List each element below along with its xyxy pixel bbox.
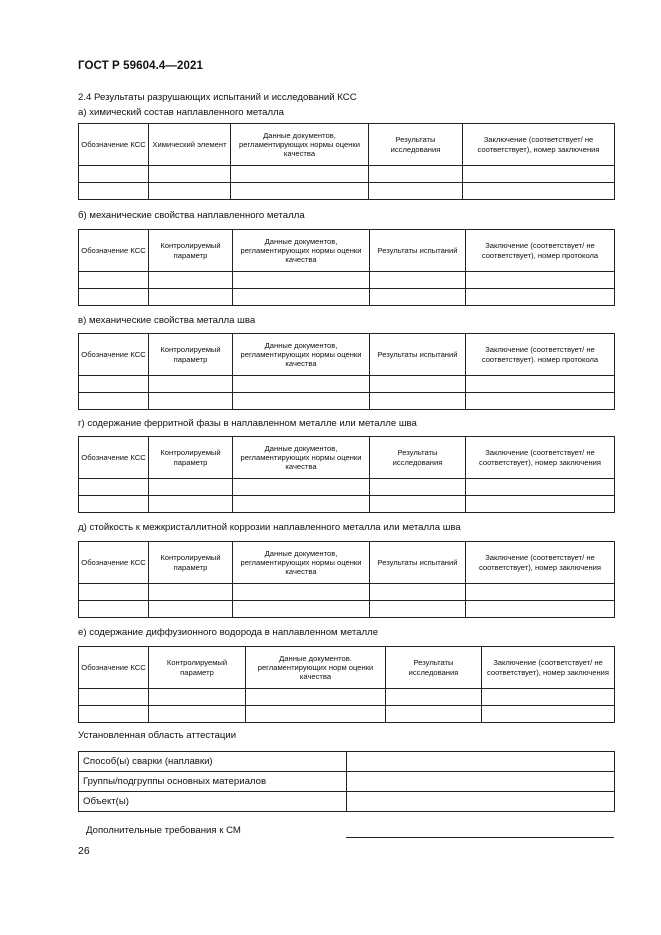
- table-row: [79, 393, 615, 410]
- table-a: [78, 123, 615, 200]
- table-cell: [233, 393, 370, 410]
- scope-row-value: [347, 792, 615, 812]
- table-cell: [233, 376, 370, 393]
- column-header: Контролируемый параметр: [149, 230, 233, 272]
- table-cell: [149, 689, 246, 706]
- table-cell: [482, 689, 615, 706]
- table-cell: [370, 584, 466, 601]
- page-number: 26: [78, 845, 90, 857]
- table-cell: [369, 166, 463, 183]
- table-a-title: а) химический состав наплавленного металла: [78, 107, 284, 118]
- table-d-title: г) содержание ферритной фазы в наплавленном металле или металле шва: [78, 418, 417, 429]
- column-header: Обозначение КСС: [79, 437, 149, 479]
- column-header: Данные документов, регламентирующих нормы оценки качества: [231, 124, 369, 166]
- column-header: Данные документов, регламентирующих нормы оценки качества: [233, 437, 370, 479]
- column-header: Результаты исследования: [386, 647, 482, 689]
- table-cell: [466, 272, 615, 289]
- table-row: [79, 601, 615, 618]
- column-header: Заключение (соответствует/ не соответствует), номер заключения: [466, 437, 615, 479]
- table-cell: [79, 166, 149, 183]
- column-header: Обозначение КСС: [79, 542, 149, 584]
- table-cell: [246, 706, 386, 723]
- table-row: [79, 706, 615, 723]
- table-c-title: в) механические свойства металла шва: [78, 315, 256, 326]
- table-cell: [79, 183, 149, 200]
- table-row: [79, 183, 615, 200]
- table-b: [78, 229, 615, 306]
- table-cell: [233, 496, 370, 513]
- table-cell: [466, 376, 615, 393]
- table-cell: [79, 376, 149, 393]
- column-header: Обозначение КСС: [79, 230, 149, 272]
- table-cell: [466, 393, 615, 410]
- table-row: [79, 272, 615, 289]
- table-cell: [482, 706, 615, 723]
- column-header: Контролируемый параметр: [149, 647, 246, 689]
- table-cell: [233, 601, 370, 618]
- table-e: [78, 541, 615, 618]
- table-row: [79, 584, 615, 601]
- table-cell: [463, 166, 615, 183]
- extra-requirements-label: Дополнительные требования к СМ: [86, 825, 241, 836]
- table-e-title: д) стойкость к межкристаллитной коррозии наплавленного металла или металла шва: [78, 522, 461, 533]
- table-cell: [149, 166, 231, 183]
- table-row: [79, 752, 615, 772]
- table-row: [79, 772, 615, 792]
- document-header: ГОСТ Р 59604.4—2021: [78, 60, 203, 72]
- column-header: Заключение (соответствует/ не соответствует), номер заключения: [466, 542, 615, 584]
- table-cell: [231, 183, 369, 200]
- column-header: Результаты испытаний: [370, 230, 466, 272]
- table-f: [78, 646, 615, 723]
- table-cell: [369, 183, 463, 200]
- column-header: Результаты испытаний: [370, 542, 466, 584]
- table-cell: [463, 183, 615, 200]
- table-row: [79, 166, 615, 183]
- table-row: [79, 496, 615, 513]
- table-cell: [149, 706, 246, 723]
- table-cell: [79, 496, 149, 513]
- table-cell: [149, 289, 233, 306]
- scope-row-label: Способ(ы) сварки (наплавки): [79, 752, 347, 772]
- table-cell: [466, 584, 615, 601]
- table-cell: [149, 183, 231, 200]
- column-header: Контролируемый параметр: [149, 334, 233, 376]
- table-cell: [79, 479, 149, 496]
- column-header: Результаты исследования: [370, 437, 466, 479]
- column-header: Заключение (соответствует/ не соответствует), номер заключения: [482, 647, 615, 689]
- table-cell: [466, 496, 615, 513]
- table-cell: [79, 601, 149, 618]
- scope-row-value: [347, 752, 615, 772]
- column-header: Обозначение КСС: [79, 647, 149, 689]
- table-b-title: б) механические свойства наплавленного металла: [78, 210, 305, 221]
- scope-table: [78, 751, 615, 812]
- table-cell: [79, 272, 149, 289]
- table-cell: [386, 689, 482, 706]
- table-cell: [79, 289, 149, 306]
- table-cell: [233, 584, 370, 601]
- table-row: [79, 479, 615, 496]
- table-row: [79, 376, 615, 393]
- table-d: [78, 436, 615, 513]
- column-header: Контролируемый параметр: [149, 542, 233, 584]
- column-header: Данные документов, регламентирующих нормы оценки качества: [233, 230, 370, 272]
- column-header: Обозначение КСС: [79, 124, 149, 166]
- scope-row-label: Группы/подгруппы основных материалов: [79, 772, 347, 792]
- table-cell: [370, 479, 466, 496]
- column-header: Заключение (соответствует/ не соответствует), номер заключения: [463, 124, 615, 166]
- table-cell: [370, 496, 466, 513]
- column-header: Результаты испытаний: [370, 334, 466, 376]
- table-cell: [149, 584, 233, 601]
- column-header: Обозначение КСС: [79, 334, 149, 376]
- table-cell: [79, 393, 149, 410]
- table-cell: [149, 479, 233, 496]
- table-cell: [370, 393, 466, 410]
- table-cell: [149, 601, 233, 618]
- column-header: Данные документов, регламентирующих нормы оценки качества: [233, 542, 370, 584]
- table-cell: [231, 166, 369, 183]
- table-cell: [233, 272, 370, 289]
- column-header: Данные документов, регламентирующих нормы оценки качества: [233, 334, 370, 376]
- table-cell: [466, 479, 615, 496]
- table-cell: [370, 601, 466, 618]
- table-c: [78, 333, 615, 410]
- scope-row-label: Объект(ы): [79, 792, 347, 812]
- table-cell: [149, 393, 233, 410]
- scope-title: Установленная область аттестации: [78, 730, 237, 741]
- column-header: Данные документов. регламентирующих норм оценки качества: [246, 647, 386, 689]
- table-f-title: е) содержание диффузионного водорода в наплавленном металле: [78, 627, 379, 638]
- column-header: Заключение (соответствует/ не соответствует). номер протокола: [466, 334, 615, 376]
- table-cell: [466, 601, 615, 618]
- column-header: Результаты исследования: [369, 124, 463, 166]
- table-cell: [233, 289, 370, 306]
- extra-requirements-line: [346, 837, 614, 838]
- table-row: [79, 792, 615, 812]
- table-cell: [370, 376, 466, 393]
- section-title: 2.4 Результаты разрушающих испытаний и исследований КСС: [78, 92, 357, 103]
- table-cell: [466, 289, 615, 306]
- column-header: Контролируемый параметр: [149, 437, 233, 479]
- scope-row-value: [347, 772, 615, 792]
- column-header: Заключение (соответствует/ не соответствует), номер протокола: [466, 230, 615, 272]
- table-cell: [370, 272, 466, 289]
- table-cell: [149, 376, 233, 393]
- table-row: [79, 289, 615, 306]
- table-cell: [79, 689, 149, 706]
- table-cell: [149, 272, 233, 289]
- table-row: [79, 689, 615, 706]
- table-cell: [233, 479, 370, 496]
- table-cell: [386, 706, 482, 723]
- column-header: Химический элемент: [149, 124, 231, 166]
- table-cell: [246, 689, 386, 706]
- table-cell: [79, 584, 149, 601]
- table-cell: [370, 289, 466, 306]
- table-cell: [79, 706, 149, 723]
- table-cell: [149, 496, 233, 513]
